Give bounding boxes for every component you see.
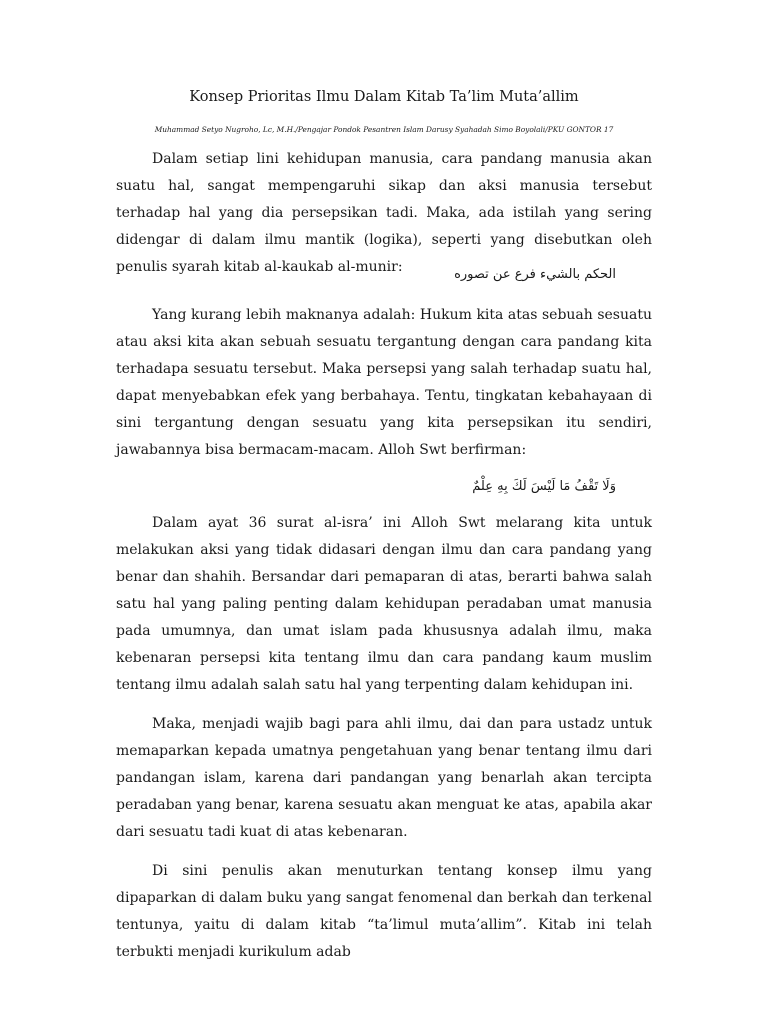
- document-title: Konsep Prioritas Ilmu Dalam Kitab Ta’lim Muta’allim: [189, 89, 579, 105]
- paragraph-3: Dalam ayat 36 surat al-isra’ ini Alloh Swt melarang kita untuk melakukan aksi yang tidak didasari dengan ilmu dan cara pandang yang benar dan shahih. Bersandar dari pemaparan di atas, berarti bahwa salah satu hal yang paling penting dalam kehidupan peradaban umat manusia pada umumnya, dan umat islam pada khususnya adalah ilmu, maka kebenaran persepsi kita tentang ilmu dan cara pandang kaum muslim tentang ilmu adalah salah satu hal yang terpenting dalam kehidupan ini.: [116, 515, 652, 693]
- paragraph-4: Maka, menjadi wajib bagi para ahli ilmu, dai dan para ustadz untuk memaparkan kepada umatnya pengetahuan yang benar tentang ilmu dari pandangan islam, karena dari pandangan yang benarlah akan tercipta peradaban yang benar, karena sesuatu akan menguat ke atas, apabila akar dari sesuatu tadi kuat di atas kebenaran.: [116, 716, 652, 840]
- paragraph-2: Yang kurang lebih maknanya adalah: Hukum kita atas sebuah sesuatu atau aksi kita akan sebuah sesuatu tergantung dengan cara pandang kita terhadapa sesuatu tersebut. Maka persepsi yang salah terhadap suatu hal, dapat menyebabkan efek yang berbahaya. Tentu, tingkatan kebahayaan di sini tergantung dengan sesuatu yang kita persepsikan itu sendiri, jawabannya bisa bermacam-macam. Alloh Swt berfirman:: [116, 307, 652, 458]
- arabic-quote-quran-verse: وَلَا تَقْفُ مَا لَيْسَ لَكَ بِهِ عِلْمٌ: [472, 479, 616, 494]
- paragraph-1: Dalam setiap lini kehidupan manusia, cara pandang manusia akan suatu hal, sangat mempengaruhi sikap dan aksi manusia tersebut terhadap hal yang dia persepsikan tadi. Maka, ada istilah yang sering didengar di dalam ilmu mantik (logika), seperti yang disebutkan oleh penulis syarah kitab al-kaukab al-munir:: [116, 151, 652, 275]
- author-line: Muhammad Setyo Nugroho, Lc, M.H./Pengajar Pondok Pesantren Islam Darusy Syahadah Simo Boyolali/PKU GONTOR 17: [154, 125, 614, 134]
- arabic-quote-logic-rule: الحكم بالشيء فرع عن تصوره: [454, 267, 616, 282]
- paragraph-5: Di sini penulis akan menuturkan tentang konsep ilmu yang dipaparkan di dalam buku yang sangat fenomenal dan berkah dan terkenal tentunya, yaitu di dalam kitab “ta’limul muta’allim”. Kitab ini telah terbukti menjadi kurikulum adab: [116, 863, 652, 960]
